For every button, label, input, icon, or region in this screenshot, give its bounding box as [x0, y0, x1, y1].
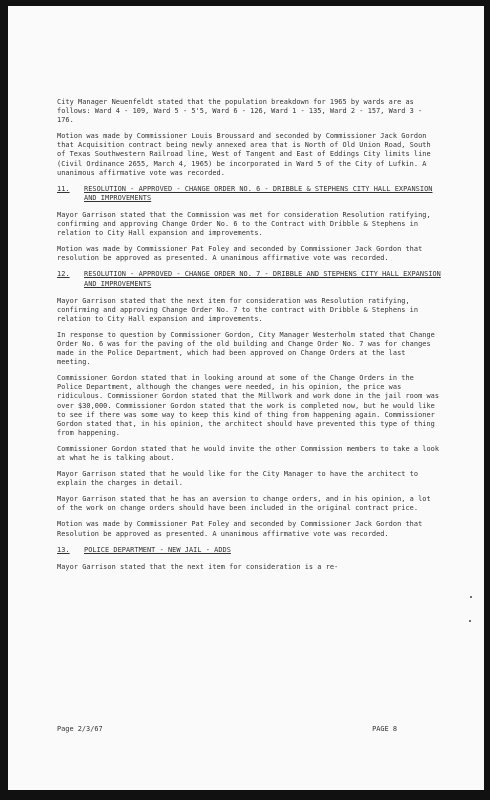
page-footer — [57, 725, 397, 733]
agenda-item-12 — [57, 270, 442, 288]
scan-speck — [469, 620, 471, 622]
scan-speck — [470, 596, 472, 598]
paragraph-item11-motion: Motion was made by Commissioner Pat Foley and seconded by Commissioner Jack Gordon that resolution be approved as presented. A unanimous affirmative vote was recorded. — [57, 245, 423, 263]
agenda-item-title: POLICE DEPARTMENT - NEW JAIL - ADDS — [84, 545, 231, 554]
agenda-item-13 — [57, 546, 442, 555]
paragraph-annexation-motion: Motion was made by Commissioner Louis Broussard and seconded by Commissioner Jack Gordon that Acquisition contract being newly annexed area that is North of Old Union Road, South of Texas Southwestern Railroad line, West of Tangent and East of Eddings City limits line (Civil Ordinance 2655, March 4, 1965) be incorporated in Ward 5 of the City of Lufkin. A unanimous affirmative vote was recorded. — [57, 132, 431, 177]
agenda-item-title: RESOLUTION - APPROVED - CHANGE ORDER NO. 7 - DRIBBLE AND STEPHENS CITY HALL EXPANSION AND IMPROVEMENTS — [84, 270, 441, 288]
agenda-item-number: 13. — [57, 545, 70, 554]
paragraph-item12-architect: Mayor Garrison stated that he would like for the City Manager to have the architect to explain the charges in detail. — [57, 470, 419, 488]
scan-border-left — [0, 0, 8, 800]
paragraph-population: City Manager Neuenfeldt stated that the population breakdown for 1965 by wards are as follows: Ward 4 - 109, Ward 5 - 5'5, Ward 6 - 126, Ward 1 - 135, Ward 2 - 157, Ward 3 - 176. — [57, 98, 423, 125]
footer-page-number: PAGE 8 — [372, 725, 397, 733]
footer-date: Page 2/3/67 — [57, 725, 103, 733]
paragraph-item12-intro: Mayor Garrison stated that the next item for consideration was Resolution ratifying, confirming and approving Change Order No. 7 to the contract with Dribble & Stephens in relation to City Hall expansion and improvements. — [57, 296, 419, 323]
scan-border-top — [0, 0, 490, 6]
paragraph-item12-invite: Commissioner Gordon stated that he would invite the other Commission members to take a look at what he is talking about. — [57, 444, 440, 462]
minutes-body — [57, 98, 442, 579]
paragraph-item11-intro: Mayor Garrison stated that the Commission was met for consideration Resolution ratifying, confirming and approving Change Order No. 6 to the Contract with Dribble & Stephens in relation to City Hall expansion and improvements. — [57, 210, 431, 238]
agenda-item-11 — [57, 185, 442, 203]
paragraph-item12-aversion: Mayor Garrison stated that he has an aversion to change orders, and in his opinion, a lot of the work on change orders should have been included in the original contract price. — [57, 495, 431, 513]
paragraph-item13-intro: Mayor Garrison stated that the next item for consideration is a re- — [57, 562, 339, 571]
scan-border-bottom — [0, 790, 490, 800]
paragraph-item12-question: In response to question by Commissioner Gordon, City Manager Westerholm stated that Change Order No. 6 was for the paving of the old building and Change Order No. 7 was for changes made in the Police Department, which had been approved on Change Orders at the last meeting. — [57, 330, 435, 367]
paragraph-item12-motion: Motion was made by Commissioner Pat Foley and seconded by Commissioner Jack Gordon that Resolution be approved as presented. A unanimous affirmative vote was recorded. — [57, 520, 423, 538]
agenda-item-title: RESOLUTION - APPROVED - CHANGE ORDER NO. 6 - DRIBBLE & STEPHENS CITY HALL EXPANSION AND IMPROVEMENTS — [84, 184, 433, 202]
scan-border-right — [484, 0, 490, 800]
agenda-item-number: 12. — [57, 270, 70, 279]
agenda-item-number: 11. — [57, 184, 70, 193]
paragraph-item12-gordon: Commissioner Gordon stated that in looking around at some of the Change Orders in the Police Department, although the changes were needed, in his opinion, the price was ridiculous. Commissioner Gordon stated that the Millwork and work done in the jail room was over $30,000. Commissioner Gordon stated that the work is completed now, but he would like to see if there was some way to keep this kind of thing from happening again. Commissioner Gordon stated that, in his opinion, the architect should have prevented this type of thing from happening. — [57, 374, 440, 437]
